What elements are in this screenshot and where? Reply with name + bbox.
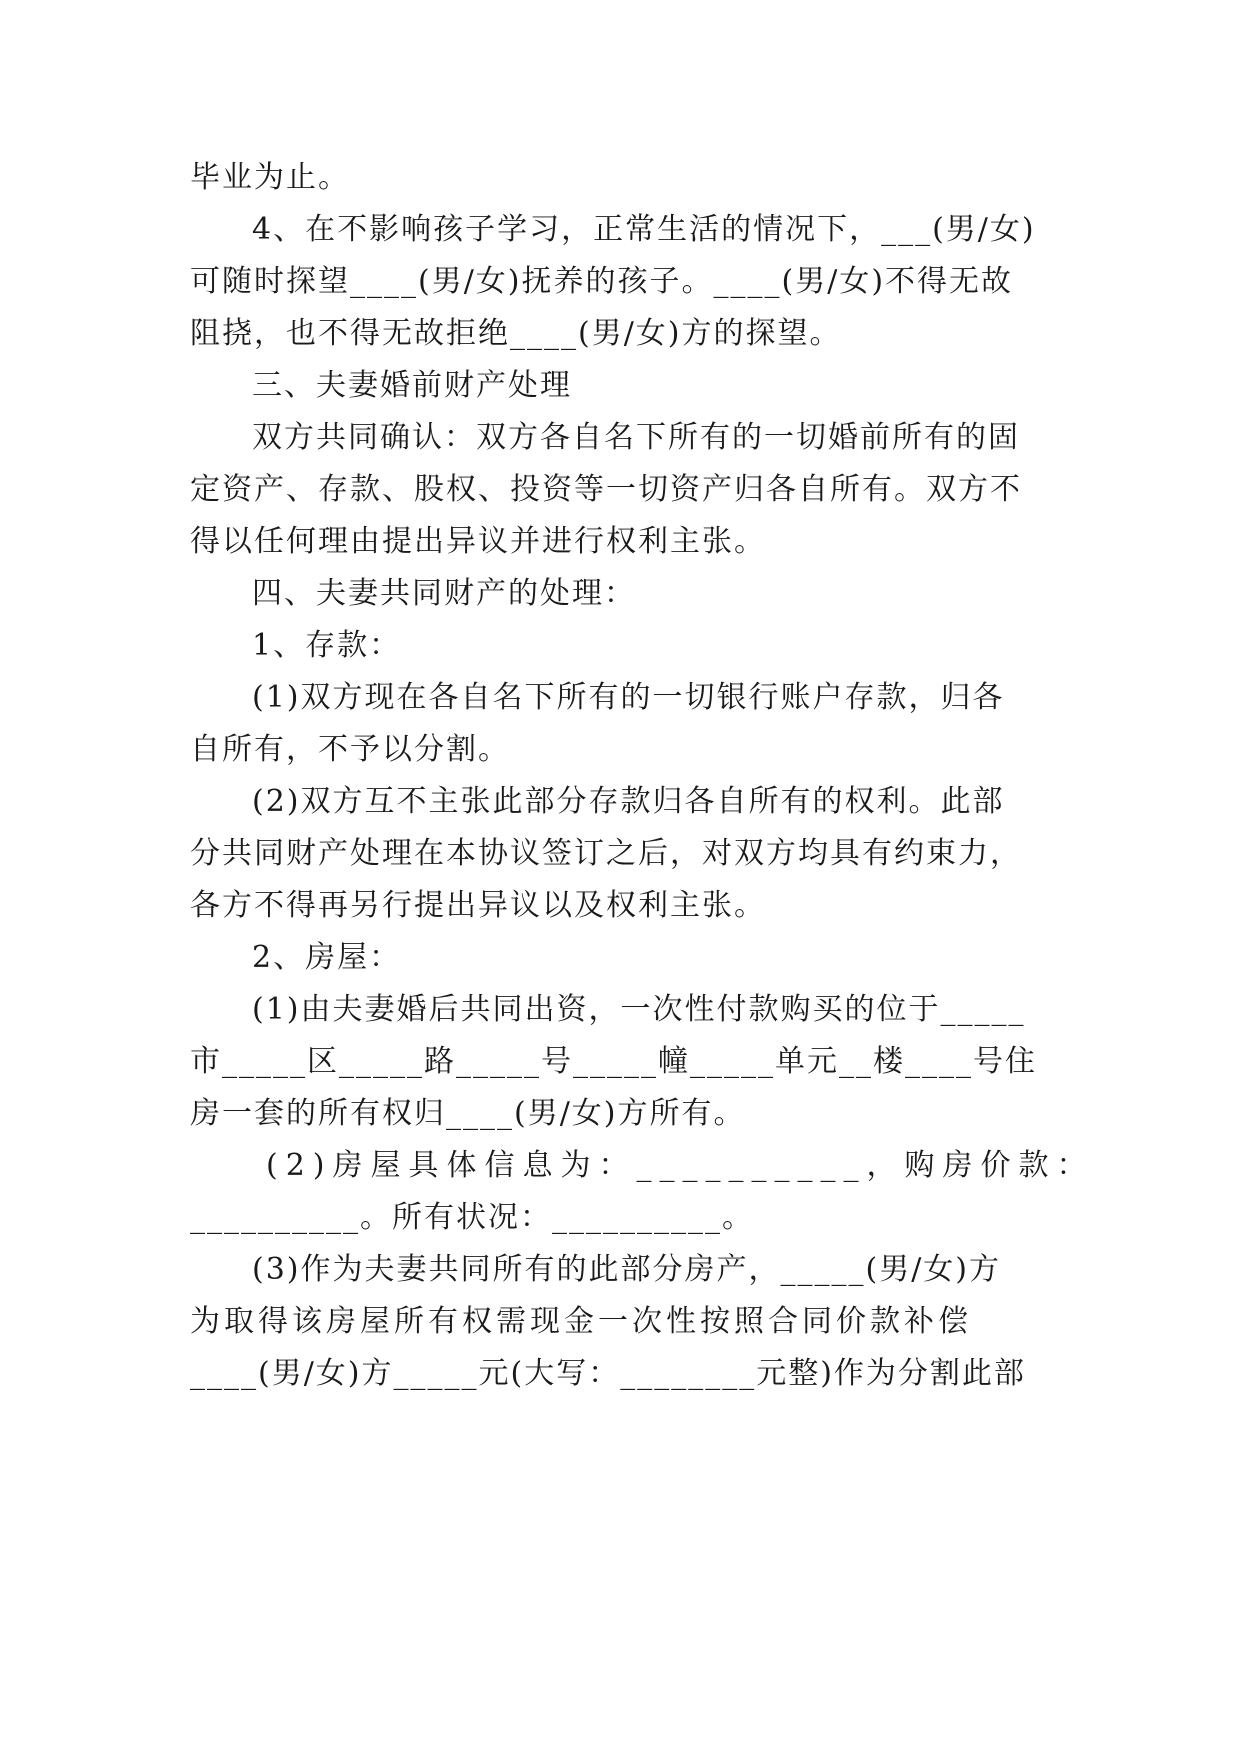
section-heading: 三、夫妻婚前财产处理 xyxy=(252,368,572,403)
text-line: (3)作为夫妻共同所有的此部分房产，_____(男/女)方 xyxy=(252,1252,1002,1287)
text-line: 自所有，不予以分割。 xyxy=(190,732,510,767)
text-line: 定资产、存款、股权、投资等一切资产归各自所有。双方不 xyxy=(190,472,1022,507)
text-line: ____(男/女)方_____元(大写：________元整)作为分割此部 xyxy=(190,1356,1026,1391)
text-line: (2)双方互不主张此部分存款归各自所有的权利。此部 xyxy=(252,784,1005,819)
text-line: (1)由夫妻婚后共同出资，一次性付款购买的位于_____ xyxy=(252,992,1026,1027)
subsection-heading: 2、房屋： xyxy=(252,940,402,975)
text-line: 房一套的所有权归____(男/女)方所有。 xyxy=(190,1096,746,1131)
text-line: 市_____区_____路_____号_____幢_____单元__楼____号住 xyxy=(190,1044,1037,1079)
text-line: 阻挠，也不得无故拒绝____(男/女)方的探望。 xyxy=(190,316,842,351)
text-line: (1)双方现在各自名下所有的一切银行账户存款，归各 xyxy=(252,680,1005,715)
text-line: (2)房屋具体信息为：__________，购房价款： xyxy=(266,1148,1095,1183)
text-line: 分共同财产处理在本协议签订之后，对双方均具有约束力， xyxy=(190,836,1022,871)
subsection-heading: 1、存款： xyxy=(252,628,402,663)
text-line: 可随时探望____(男/女)抚养的孩子。____(男/女)不得无故 xyxy=(190,264,1014,299)
text-line: 为取得该房屋所有权需现金一次性按照合同价款补偿 xyxy=(190,1304,972,1339)
text-line: 毕业为止。 xyxy=(190,160,350,195)
section-heading: 四、夫妻共同财产的处理： xyxy=(252,576,636,611)
text-line: __________。所有状况：__________。 xyxy=(190,1200,754,1235)
text-line: 得以任何理由提出异议并进行权利主张。 xyxy=(190,524,766,559)
text-line: 4、在不影响孩子学习，正常生活的情况下，___(男/女) xyxy=(252,212,1036,247)
text-line: 双方共同确认：双方各自名下所有的一切婚前所有的固 xyxy=(252,420,1020,455)
text-line: 各方不得再另行提出异议以及权利主张。 xyxy=(190,888,766,923)
